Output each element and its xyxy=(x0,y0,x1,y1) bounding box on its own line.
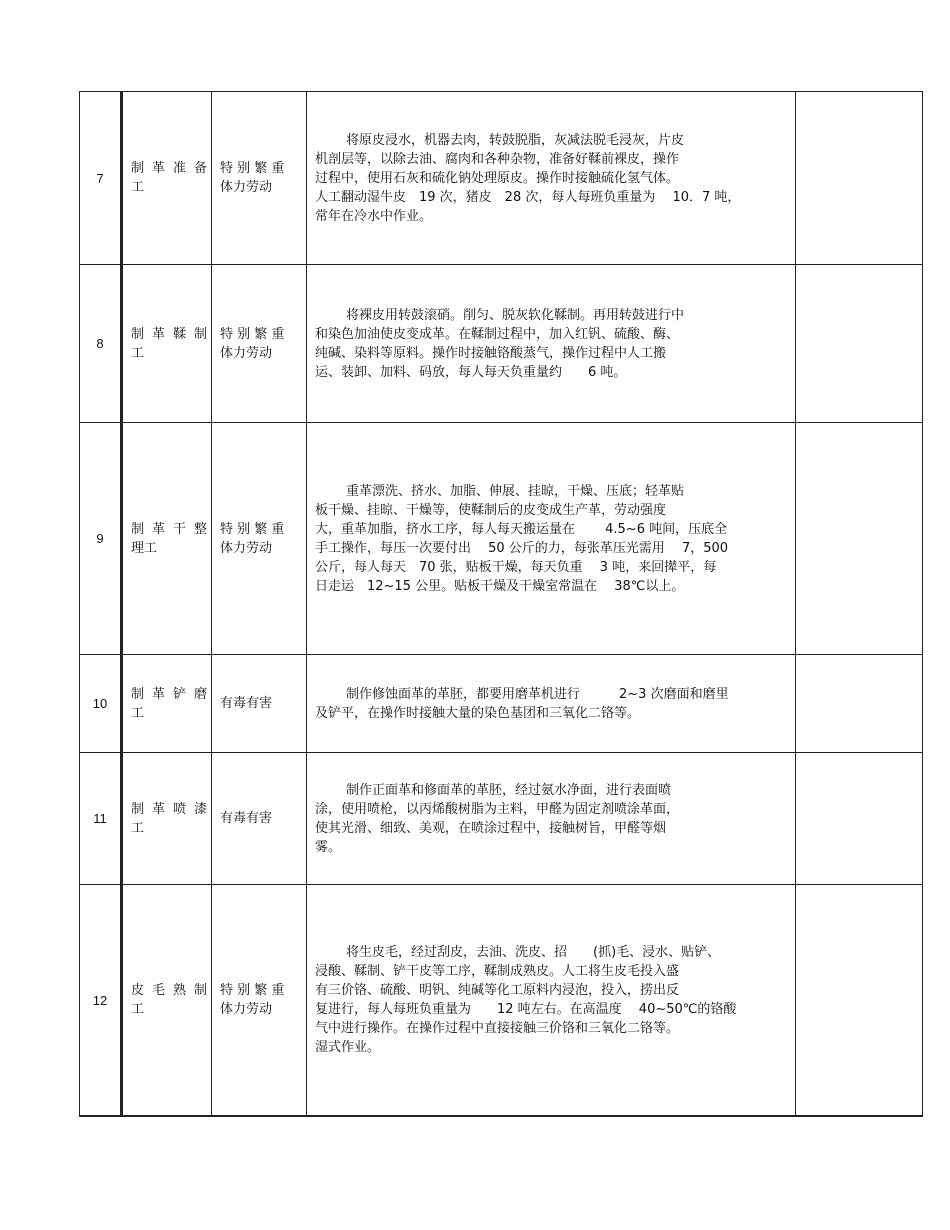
remark-cell xyxy=(796,92,923,265)
table-row xyxy=(80,885,923,1117)
labor-category: 特 别 繁 重 体力劳动 xyxy=(212,265,307,423)
job-description-text: 将原皮浸水，机器去肉，转鼓脱脂，灰减法脱毛浸灰，片皮 机剖层等，以除去油、腐肉和各种杂物，准备好鞣前裸皮，操作 过程中，使用石灰和硫化钠处理原皮。操作时接触硫化氢气体。 人工翻动湿牛皮 19 次，猪皮 28 次，每人每班负重量为 10．7 吨， 常年在冷水中作业。 xyxy=(315,132,741,224)
job-description-text: 重革漂洗、挤水、加脂、伸展、挂晾，干燥、压底；轻革贴 板干燥、挂晾、干燥等，使鞣制后的皮变成生产革，劳动强度 大，重革加脂，挤水工序，每人每天搬运量在 4.5~6 吨间，压底全 手工操作，每压一次要付出 50 公斤的力，每张革压光需用 7，500 公斤，每人每天 70 张，贴板干燥，每天负重 3 吨，来回撵平，每 日走运 12~15 公里。贴板干燥及干燥室常温在 38℃以上。 xyxy=(315,483,729,594)
job-name-text: 制 革 干 整理工 xyxy=(131,521,207,556)
row-number: 7 xyxy=(80,92,122,265)
remark-cell xyxy=(796,753,923,885)
remark-cell xyxy=(796,655,923,753)
labor-category: 特 别 繁 重 体力劳动 xyxy=(212,92,307,265)
remark-cell xyxy=(796,885,923,1117)
table-row xyxy=(80,753,923,885)
job-name-text: 皮 毛 熟 制工 xyxy=(131,983,207,1017)
occupation-table xyxy=(79,91,923,1117)
job-name xyxy=(122,753,212,885)
job-description xyxy=(307,655,796,753)
job-description xyxy=(307,423,796,655)
row-number: 8 xyxy=(80,265,122,423)
job-name-text: 制 革 铲 磨工 xyxy=(131,686,207,721)
job-name-text: 制 革 鞣 制工 xyxy=(131,326,207,361)
remark-cell xyxy=(796,265,923,423)
row-number: 12 xyxy=(80,885,122,1117)
row-number: 11 xyxy=(80,753,122,885)
job-description-text: 将裸皮用转鼓滚硝。削匀、脱灰软化鞣制。再用转鼓进行中 和染色加油使皮变成革。在鞣制过程中，加入红钒、硫酸、酶、 纯碱、染料等原料。操作时接触铬酸蒸气，操作过程中人工搬 运、装卸、加料、码放，每人每天负重量约 6 吨。 xyxy=(315,307,685,380)
labor-category: 有毒有害 xyxy=(212,753,307,885)
job-description xyxy=(307,265,796,423)
row-number: 9 xyxy=(80,423,122,655)
job-description-text: 制作正面革和修面革的革胚，经过氨水净面，进行表面喷 涂，使用喷枪，以丙烯酸树脂为主料，甲醛为固定剂喷涂革面， 使其光滑、细致、美观，在喷涂过程中，接触树旨，甲醛等烟 雾。 xyxy=(315,782,680,855)
job-description-text: 将生皮毛，经过刮皮，去油、洗皮、招 (抓)毛、浸水、贴铲、 浸酸、鞣制、铲干皮等工序，鞣制成熟皮。人工将生皮毛投入盛 有三价铬、硫酸、明钒、纯碱等化工原料内浸泡，投入，捞出反 复进行，每人每班负重量为 12 吨左右。在高温度 40~50℃的铬酸 气中进行操作。在操作过程中直接接触三价铬和三氧化二铬等。 湿式作业。 xyxy=(315,945,737,1055)
table-row xyxy=(80,92,923,265)
table-row xyxy=(80,655,923,753)
labor-category: 特 别 繁 重 体力劳动 xyxy=(212,885,307,1117)
job-name-text: 制 革 喷 漆工 xyxy=(131,801,207,836)
table-row xyxy=(80,265,923,423)
job-description xyxy=(307,92,796,265)
remark-cell xyxy=(796,423,923,655)
job-name xyxy=(122,655,212,753)
job-name xyxy=(122,265,212,423)
job-description xyxy=(307,885,796,1117)
labor-category: 有毒有害 xyxy=(212,655,307,753)
job-description xyxy=(307,753,796,885)
job-name xyxy=(122,92,212,265)
job-name-text: 制 革 准 备工 xyxy=(131,161,207,195)
job-name xyxy=(122,423,212,655)
table-row xyxy=(80,423,923,655)
row-number: 10 xyxy=(80,655,122,753)
job-description-text: 制作修蚀面革的革胚，都要用磨革机进行 2~3 次磨面和磨里 及铲平，在操作时接触大量的染色基团和三氧化二铬等。 xyxy=(315,686,729,721)
job-name xyxy=(122,885,212,1117)
labor-category: 特 别 繁 重 体力劳动 xyxy=(212,423,307,655)
